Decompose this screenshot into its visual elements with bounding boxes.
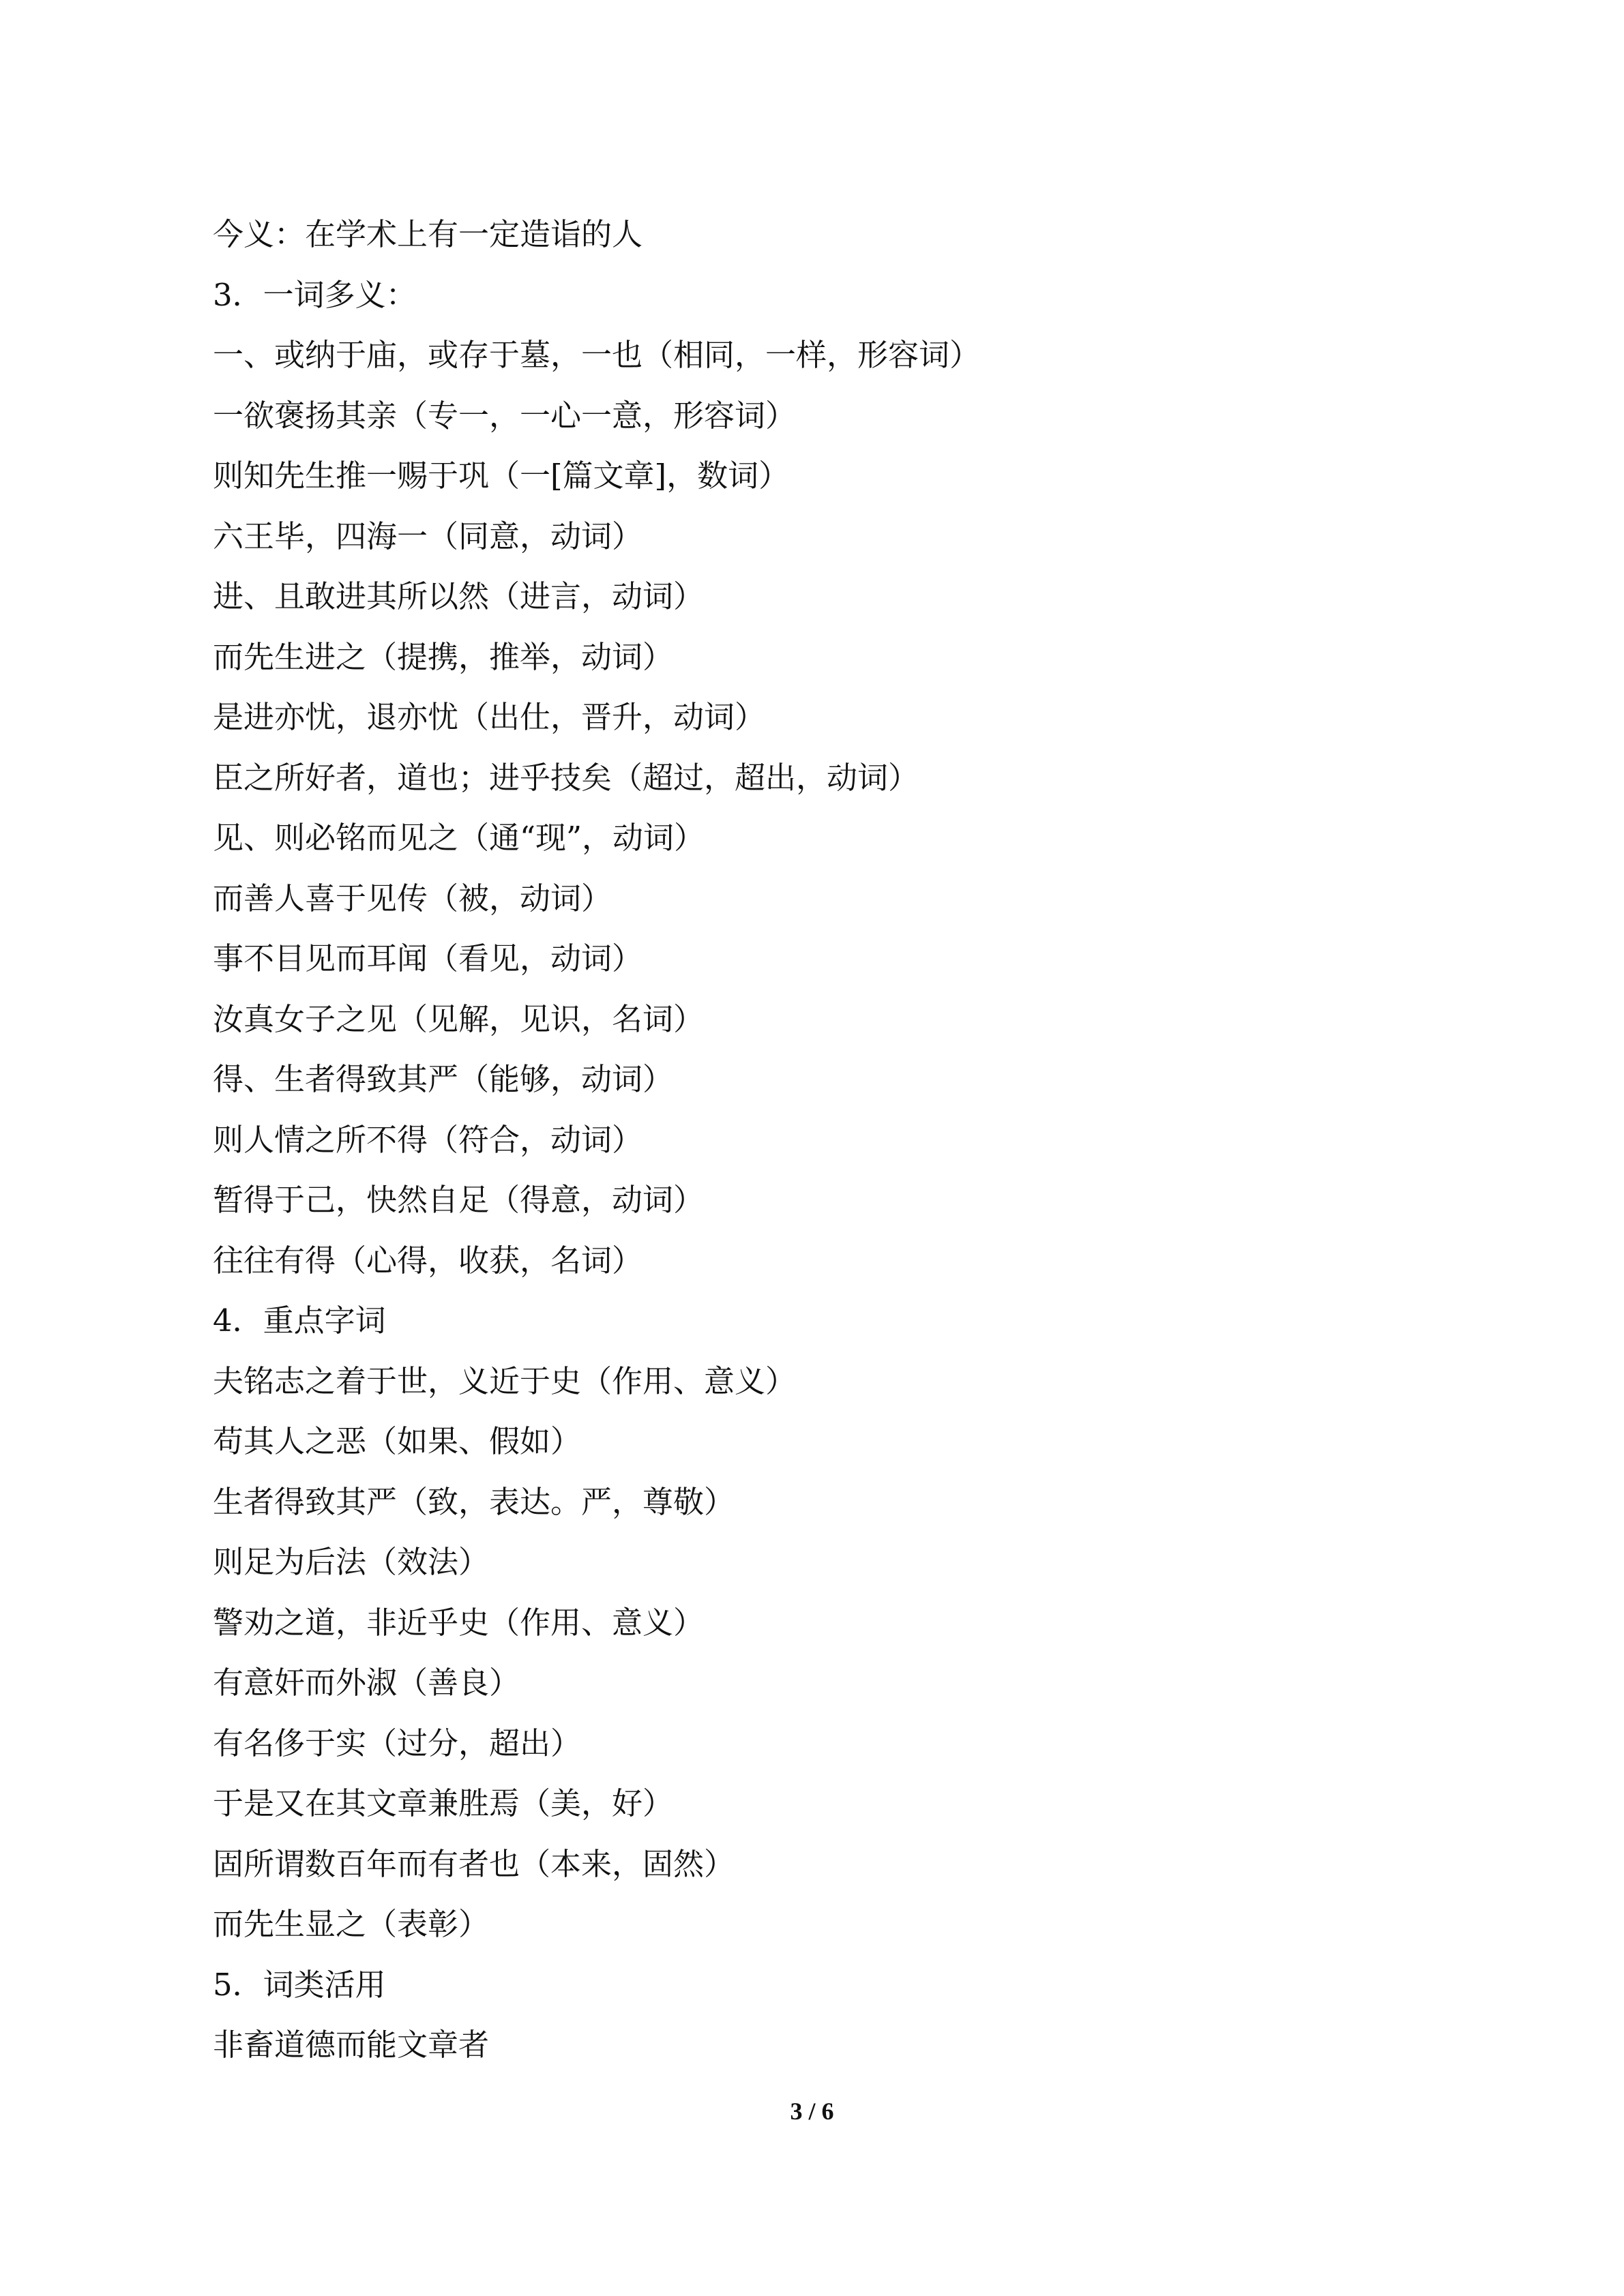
text-line: 而先生显之（表彰） — [213, 1906, 490, 1942]
document-body — [213, 205, 1441, 2076]
text-line: 暂得于己，快然自足（得意，动词） — [213, 1182, 705, 1218]
text-line: 则足为后法（效法） — [213, 1544, 490, 1580]
text-line: 见、则必铭而见之（通“现”，动词） — [213, 820, 705, 856]
text-line: 一欲褒扬其亲（专一，一心一意，形容词） — [213, 397, 797, 434]
text-line: 往往有得（心得，收获，名词） — [213, 1242, 643, 1279]
text-line: 有名侈于实（过分，超出） — [213, 1725, 582, 1761]
text-line: 而善人喜于见传（被，动词） — [213, 880, 612, 916]
text-line: 于是又在其文章兼胜焉（美，好） — [213, 1785, 674, 1821]
section-heading: 3．一词多义： — [213, 276, 417, 313]
text-line: 今义：在学术上有一定造诣的人 — [213, 216, 643, 252]
text-line: 进、且敢进其所以然（进言，动词） — [213, 578, 705, 614]
text-line: 夫铭志之着于世，义近于史（作用、意义） — [213, 1362, 797, 1399]
text-line: 汝真女子之见（见解，见识，名词） — [213, 1000, 705, 1037]
text-line: 警劝之道，非近乎史（作用、意义） — [213, 1604, 705, 1641]
text-line: 苟其人之恶（如果、假如） — [213, 1423, 582, 1459]
text-line: 事不目见而耳闻（看见，动词） — [213, 940, 643, 976]
text-line: 则人情之所不得（符合，动词） — [213, 1121, 643, 1158]
text-line: 得、生者得致其严（能够，动词） — [213, 1061, 674, 1097]
text-line: 则知先生推一赐于巩（一[篇文章]，数词） — [213, 458, 790, 494]
text-line: 非畜道德而能文章者 — [213, 2027, 490, 2063]
text-line: 生者得致其严（致，表达。严，尊敬） — [213, 1483, 735, 1520]
text-line: 六王毕，四海一（同意，动词） — [213, 518, 643, 554]
section-heading: 4．重点字词 — [213, 1302, 386, 1339]
text-line: 臣之所好者，道也；进乎技矣（超过，超出，动词） — [213, 759, 919, 796]
text-line: 是进亦忧，退亦忧（出仕，晋升，动词） — [213, 699, 766, 735]
text-line: 有意奸而外淑（善良） — [213, 1665, 520, 1701]
section-heading: 5．词类活用 — [213, 1966, 386, 2003]
page-number: 3 / 6 — [790, 2098, 834, 2125]
text-line: 而先生进之（提携，推举，动词） — [213, 638, 674, 675]
text-line: 一、或纳于庙，或存于墓，一也（相同，一样，形容词） — [213, 337, 981, 373]
text-line: 固所谓数百年而有者也（本来，固然） — [213, 1845, 735, 1882]
